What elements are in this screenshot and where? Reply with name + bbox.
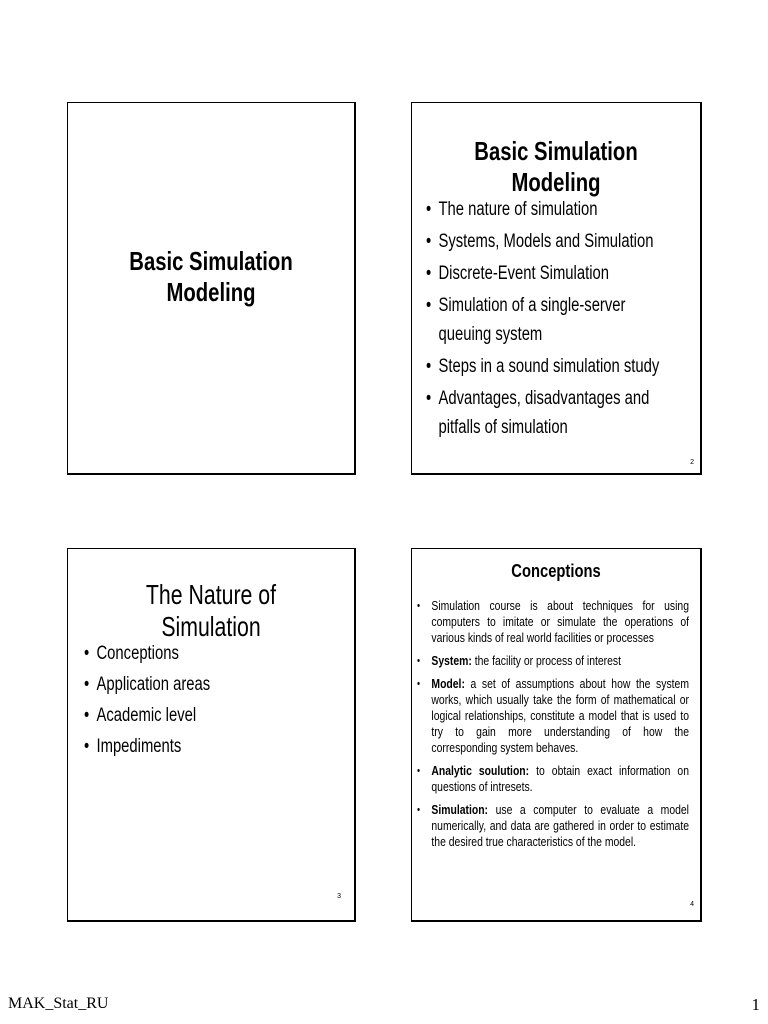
slide-number: 3	[337, 893, 341, 900]
slide-3-title: The Nature of Simulation	[145, 579, 277, 642]
page-number: 1	[751, 995, 760, 1014]
list-item: • Systems, Models and Simulation	[426, 227, 680, 256]
slide-2-title: Basic Simulation Modeling	[474, 136, 638, 197]
list-item: • Academic level	[84, 701, 318, 730]
list-item: • Conceptions	[84, 639, 318, 668]
definition: to obtain exact information on questions of intresets.	[431, 763, 689, 794]
definition: Simulation course is about techniques for using computers to imitate or simulate the operations of various kinds of real world facilities or processes	[431, 598, 689, 645]
slide-2	[411, 102, 702, 475]
list-item: • Steps in a sound simulation study	[426, 352, 680, 381]
list-item: • Application areas	[84, 670, 318, 699]
list-item: • Discrete-Event Simulation	[426, 259, 680, 288]
slide-1	[67, 102, 356, 475]
list-item	[417, 598, 689, 646]
definition: use a computer to evaluate a model numerically, and data are gathered in order to estimate the desired true characteristics of the model.	[431, 802, 689, 849]
list-item: • Impediments	[84, 732, 318, 761]
list-item	[417, 802, 689, 850]
definition: the facility or process of interest	[471, 653, 621, 668]
term: System:	[431, 653, 472, 668]
slide-number: 2	[690, 459, 694, 466]
slide-2-bullet-list	[426, 195, 680, 445]
definition: a set of assumptions about how the system works, which usually take the form of mathematical or logical relationships, constitute a model that is used to try to gain more understanding of how the corresponding system behaves.	[431, 676, 689, 755]
list-item: • Simulation of a single-server queuing system	[426, 291, 680, 349]
term: Model:	[431, 676, 465, 691]
slide-3-bullet-list	[84, 639, 318, 763]
list-item	[417, 653, 689, 669]
list-item	[417, 763, 689, 795]
footer-source: MAK_Stat_RU	[8, 995, 109, 1012]
slide-4-title: Conceptions	[511, 561, 601, 581]
term: Simulation:	[431, 802, 489, 817]
list-item: • The nature of simulation	[426, 195, 680, 224]
term: Analytic soulution:	[431, 763, 530, 778]
slide-4	[411, 548, 702, 922]
list-item	[417, 676, 689, 756]
list-item: • Advantages, disadvantages and pitfalls of simulation	[426, 384, 680, 442]
slide-1-title: Basic Simulation Modeling	[129, 246, 293, 307]
slide-number: 4	[690, 901, 694, 908]
slide-4-definition-list	[417, 598, 689, 857]
slide-3	[67, 548, 356, 922]
